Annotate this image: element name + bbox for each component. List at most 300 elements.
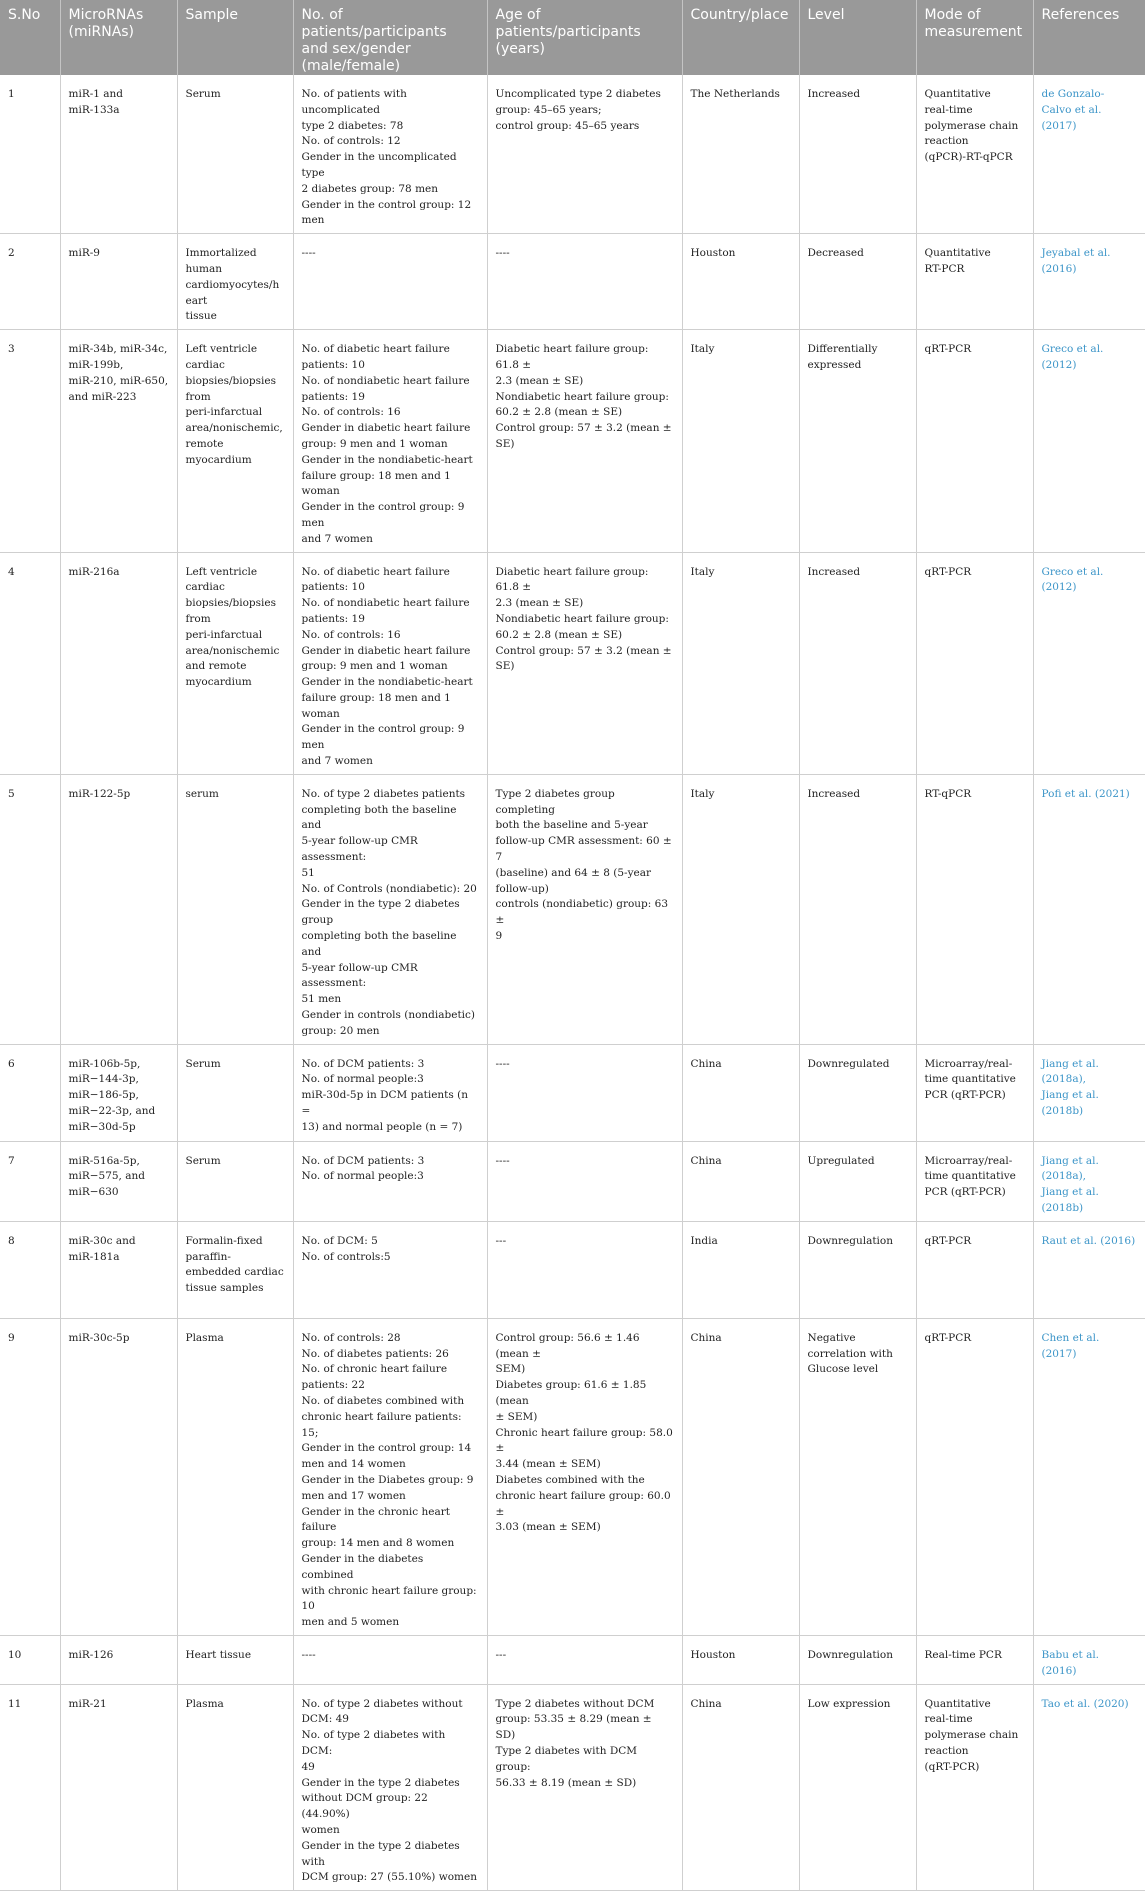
cell-text-line: ---- [495,1154,510,1167]
cell-age [487,1221,682,1318]
cell-text-line: No. of type 2 diabetes without [301,1697,463,1710]
cell-text-line: Negative [807,1331,856,1344]
reference-link-line[interactable]: Pofi et al. (2021) [1041,787,1130,800]
cell-text-line: (qPCR)-RT-qPCR [924,151,1013,164]
cell-age [487,1635,682,1684]
cell-text-line: miR−630 [68,1186,119,1199]
cell-text-line: DCM: 49 [301,1713,349,1726]
cell-mirnas [60,552,177,774]
header-text-line: No. of [301,7,343,23]
cell-text-line: 2 diabetes group: 78 men [301,182,439,195]
cell-text-line: Decreased [807,247,864,260]
cell-text-line: tissue samples [185,1282,264,1295]
cell-text-line: reaction [924,1744,969,1757]
cell-text-line: miR-216a [68,565,120,578]
table-row [0,1635,1145,1684]
cell-text-line: both the baseline and 5-year [495,819,648,832]
cell-text-line: No. of patients with uncomplicated [301,88,407,116]
cell-text-line: Gender in the control group: 14 [301,1442,472,1455]
cell-sno [0,75,60,234]
cell-patients [293,1044,487,1141]
cell-references[interactable] [1033,75,1145,234]
cell-sno [0,1044,60,1141]
cell-text-line: No. of controls: 28 [301,1331,401,1344]
cell-references[interactable] [1033,774,1145,1044]
cell-text-line: ---- [301,1648,316,1661]
cell-text-line: miR-133a [68,103,120,116]
cell-text-line: No. of controls: 12 [301,135,401,148]
cell-text-line: 5 [8,787,15,800]
cell-text-line: group: 9 men and 1 woman [301,660,448,673]
cell-text-line: miR−30d-5p [68,1120,136,1133]
cell-text-line: India [690,1234,718,1247]
cell-text-line: Microarray/real- [924,1154,1013,1167]
cell-country [682,552,799,774]
cell-text-line: Left ventricle [185,565,258,578]
cell-measurement [916,1044,1033,1141]
cell-text-line: polymerase chain [924,1729,1019,1742]
cell-text-line: area/nonischemic, [185,422,283,435]
cell-text-line: group: 45–65 years; [495,103,602,116]
reference-link-line[interactable]: Jiang et al. (2018b) [1041,1089,1099,1118]
cell-country [682,75,799,234]
cell-text-line: Gender in the Diabetes group: 9 [301,1473,474,1486]
cell-age [487,1318,682,1635]
cell-text-line: Diabetic heart failure group: 61.8 ± [495,343,649,371]
cell-sample [177,330,293,552]
cell-text-line: Italy [690,343,715,356]
cell-mirnas [60,1044,177,1141]
cell-sno [0,1635,60,1684]
cell-text-line: Gender in the chronic heart failure [301,1505,450,1534]
header-patients [293,0,487,75]
table-row [0,1684,1145,1891]
cell-text-line: 10 [8,1648,22,1661]
cell-text-line: Glucose level [807,1363,879,1376]
cell-country [682,774,799,1044]
cell-age [487,1141,682,1221]
table-row [0,1221,1145,1318]
cell-text-line: Downregulated [807,1057,890,1070]
cell-references[interactable] [1033,1635,1145,1684]
cell-references[interactable] [1033,552,1145,774]
cell-text-line: Left ventricle [185,343,258,356]
cell-sample [177,1318,293,1635]
cell-sample [177,1684,293,1891]
cell-text-line: miR-122-5p [68,787,131,800]
cell-text-line: Immortalized [185,247,257,260]
cell-patients [293,774,487,1044]
cell-text-line: No. of diabetes patients: 26 [301,1347,449,1360]
header-text-line: Sample [185,7,238,23]
cell-measurement [916,1635,1033,1684]
header-text-line: References [1041,7,1120,23]
cell-text-line: miR-30c-5p [68,1331,130,1344]
cell-level [799,1684,916,1891]
cell-text-line: ---- [301,247,316,260]
cell-text-line: Gender in the type 2 diabetes with [301,1839,460,1868]
cell-age [487,1684,682,1891]
cell-text-line: miR-516a-5p, [68,1154,140,1167]
cell-text-line: women [301,1823,340,1836]
cell-measurement [916,1141,1033,1221]
cell-text-line: No. of controls: 16 [301,406,401,419]
cell-text-line: Gender in the control group: 9 men [301,723,465,752]
cell-country [682,1044,799,1141]
cell-text-line: RT-PCR [924,262,965,275]
cell-patients [293,1318,487,1635]
cell-references[interactable] [1033,1044,1145,1141]
cell-text-line: No. of type 2 diabetes patients [301,787,466,800]
cell-text-line: Gender in the nondiabetic-heart [301,676,473,689]
cell-text-line: Nondiabetic heart failure group: [495,612,669,625]
cell-text-line: group: 9 men and 1 woman [301,437,448,450]
cell-level [799,330,916,552]
cell-text-line: PCR (qRT-PCR) [924,1089,1006,1102]
cell-references[interactable] [1033,1684,1145,1891]
cell-measurement [916,330,1033,552]
cell-text-line: China [690,1057,722,1070]
cell-text-line: Gender in the control group: 9 men [301,501,465,529]
cell-country [682,330,799,552]
cell-text-line: 6 [8,1057,15,1070]
cell-text-line: Control group: 57 ± 3.2 (mean ± [495,644,672,657]
cell-measurement [916,1684,1033,1891]
cell-text-line: SE) [495,660,515,673]
cell-references[interactable] [1033,1141,1145,1221]
cell-text-line: controls (nondiabetic) group: 63 ± [495,898,669,927]
reference-link-line[interactable]: Greco et al. (2012) [1041,565,1104,594]
cell-text-line: qRT-PCR [924,565,972,578]
cell-text-line: men and 5 women [301,1616,400,1629]
cell-text-line: Quantitative [924,1697,991,1710]
cell-level [799,1221,916,1318]
cell-text-line: Gender in the nondiabetic-heart [301,453,473,466]
reference-link-line[interactable]: Greco et al. (2012) [1041,343,1104,371]
cell-text-line: The Netherlands [690,88,780,100]
cell-measurement [916,1221,1033,1318]
table-row [0,234,1145,330]
cell-text-line: and 7 women [301,532,373,545]
table-row [0,330,1145,552]
cell-text-line: embedded cardiac [185,1266,284,1279]
cell-sample [177,774,293,1044]
cell-text-line: miR-106b-5p, [68,1057,141,1070]
cell-text-line: patients: 19 [301,612,365,625]
cell-text-line: men and 17 women [301,1489,406,1502]
cell-text-line: reaction [924,135,969,148]
cell-text-line: peri-infarctual [185,628,263,641]
cell-text-line: Serum [185,88,221,100]
cell-patients [293,234,487,330]
cell-text-line: area/nonischemic [185,644,280,657]
table-header-row [0,0,1145,75]
cell-text-line: polymerase chain [924,119,1019,132]
reference-link-line[interactable]: Jeyabal et al. [1041,247,1111,260]
cell-text-line: China [690,1331,722,1344]
table-row [0,1044,1145,1141]
header-text-line: MicroRNAs [68,7,144,23]
cell-text-line: correlation with [807,1347,893,1360]
cell-text-line: miR-1 and [68,88,124,100]
cell-text-line: 51 men [301,993,342,1006]
reference-link-line[interactable]: Jiang et al. (2018b) [1041,1186,1099,1215]
cell-text-line: miR-30d-5p in DCM patients (n = [301,1089,468,1118]
cell-sno [0,1221,60,1318]
cell-text-line: No. of controls:5 [301,1250,391,1263]
cell-country [682,1221,799,1318]
cell-mirnas [60,330,177,552]
cell-text-line: Downregulation [807,1234,893,1247]
cell-text-line: --- [495,1648,507,1661]
cell-text-line: --- [495,1234,507,1247]
cell-text-line: 3.03 (mean ± SEM) [495,1521,601,1534]
reference-link-line[interactable]: Raut et al. (2016) [1041,1234,1136,1247]
reference-link-line[interactable]: Jiang et al. (2018a), [1041,1154,1099,1183]
cell-sample [177,75,293,234]
cell-text-line: Gender in the uncomplicated type [301,151,457,179]
cell-text-line: patients: 22 [301,1379,365,1392]
cell-text-line: myocardium [185,453,252,466]
cell-text-line: Serum [185,1057,221,1070]
cell-level [799,1044,916,1141]
cell-text-line: Increased [807,88,861,100]
cell-level [799,552,916,774]
cell-text-line: 2.3 (mean ± SE) [495,374,584,387]
cell-text-line: real-time [924,103,973,116]
cell-level [799,75,916,234]
cell-mirnas [60,1635,177,1684]
cell-text-line: 60.2 ± 2.8 (mean ± SE) [495,628,623,641]
cell-text-line: No. of normal people:3 [301,1170,424,1183]
cell-text-line: miR−22-3p, and [68,1105,156,1118]
cell-text-line: peri-infarctual [185,406,263,419]
cell-text-line: group: 14 men and 8 women [301,1537,455,1550]
cell-sno [0,1684,60,1891]
cell-text-line: No. of DCM patients: 3 [301,1057,425,1070]
cell-patients [293,1635,487,1684]
header-sno [0,0,60,75]
cell-text-line: 13) and normal people (n = 7) [301,1120,463,1133]
cell-text-line: Downregulation [807,1648,893,1661]
cell-text-line: Heart tissue [185,1648,252,1661]
cell-text-line: miR-181a [68,1250,120,1263]
cell-country [682,1141,799,1221]
cell-text-line: and 7 women [301,755,373,768]
header-text-line: (miRNAs) [68,24,135,40]
cell-text-line: 7 [8,1154,15,1167]
cell-text-line: qRT-PCR [924,343,972,356]
cell-text-line: type 2 diabetes: 78 [301,119,404,132]
cell-text-line: Control group: 57 ± 3.2 (mean ± [495,422,672,435]
cell-patients [293,1684,487,1891]
cell-text-line: Houston [690,1648,736,1661]
cell-text-line: Gender in the control group: 12 [301,198,472,211]
cell-age [487,234,682,330]
cell-text-line: 4 [8,565,15,578]
cell-sno [0,1141,60,1221]
cell-mirnas [60,1318,177,1635]
cell-text-line: Gender in controls (nondiabetic) [301,1009,475,1022]
cell-text-line: myocardium [185,676,252,689]
cell-text-line: Uncomplicated type 2 diabetes [495,88,661,100]
cell-text-line: Italy [690,787,715,800]
cell-country [682,234,799,330]
cell-text-line: failure group: 18 men and 1 woman [301,469,451,498]
cell-text-line: miR-210, miR-650, [68,374,169,387]
cell-text-line: 60.2 ± 2.8 (mean ± SE) [495,406,623,419]
cell-references[interactable] [1033,330,1145,552]
table-row [0,75,1145,234]
cell-text-line: China [690,1154,722,1167]
reference-link-line[interactable]: Tao et al. (2020) [1041,1697,1129,1710]
cell-text-line: No. of diabetic heart failure [301,343,450,356]
cell-text-line: completing both the baseline and [301,803,457,832]
cell-text-line: tissue [185,310,217,323]
reference-link-line[interactable]: Jiang et al. (2018a), [1041,1057,1099,1086]
header-text-line: S.No [8,7,41,23]
cell-text-line: serum [185,787,219,800]
cell-text-line: from [185,390,211,403]
cell-text-line: miR-126 [68,1648,114,1661]
header-sample [177,0,293,75]
cell-sno [0,1318,60,1635]
cell-text-line: DCM group: 27 (55.10%) women [301,1871,477,1884]
cell-text-line: 8 [8,1234,15,1247]
cell-country [682,1318,799,1635]
header-text-line: (male/female) [301,58,401,74]
header-text-line: and sex/gender [301,41,411,57]
cell-text-line: Quantitative [924,88,991,100]
header-references [1033,0,1145,75]
cell-text-line: Microarray/real- [924,1057,1013,1070]
reference-link-line[interactable]: Calvo et al. (2017) [1041,103,1102,132]
cell-text-line: (baseline) and 64 ± 8 (5-year [495,866,651,879]
cell-text-line: Plasma [185,1331,224,1344]
cell-text-line: Increased [807,787,861,800]
cell-text-line: chronic heart failure patients: 15; [301,1410,462,1439]
cell-text-line: patients: 10 [301,581,365,594]
cell-text-line: Gender in the diabetes combined [301,1552,424,1581]
cell-references[interactable] [1033,234,1145,330]
cell-text-line: miR-30c and [68,1234,136,1247]
cell-text-line: qRT-PCR [924,1331,972,1344]
cell-text-line: No. of nondiabetic heart failure [301,374,470,387]
cell-text-line: and miR-223 [68,390,137,403]
cell-sample [177,1635,293,1684]
reference-link-line[interactable]: de Gonzalo- [1041,88,1105,100]
cell-text-line: Italy [690,565,715,578]
cell-measurement [916,1318,1033,1635]
cell-text-line: (qRT-PCR) [924,1760,980,1773]
cell-age [487,330,682,552]
cell-text-line: Control group: 56.6 ± 1.46 (mean ± [495,1331,640,1360]
cell-text-line: No. of normal people:3 [301,1073,424,1086]
cell-text-line: No. of DCM: 5 [301,1234,378,1247]
table-row [0,1141,1145,1221]
cell-level [799,1318,916,1635]
cell-text-line: miR-34b, miR-34c, [68,343,168,356]
cell-level [799,1141,916,1221]
reference-link-line[interactable]: Babu et al. (2016) [1041,1648,1100,1677]
cell-mirnas [60,234,177,330]
reference-link-line[interactable]: Chen et al. (2017) [1041,1331,1100,1360]
cell-text-line: remote [185,437,224,450]
cell-text-line: completing both the baseline and [301,930,457,958]
cell-text-line: miR-199b, [68,358,124,371]
header-text-line: patients/participants [495,24,641,40]
cell-patients [293,1221,487,1318]
cell-text-line: without DCM group: 22 (44.90%) [301,1792,428,1821]
cell-measurement [916,234,1033,330]
cell-text-line: No. of Controls (nondiabetic): 20 [301,882,477,895]
header-age [487,0,682,75]
cell-text-line: 2 [8,247,15,260]
reference-link-line[interactable]: (2016) [1041,262,1077,275]
cell-measurement [916,552,1033,774]
cell-text-line: Differentially [807,343,878,356]
cell-sno [0,330,60,552]
cell-sno [0,234,60,330]
cell-text-line: patients: 19 [301,390,365,403]
cell-text-line: Gender in the type 2 diabetes group [301,898,460,927]
cell-text-line: 9 [495,930,503,943]
cell-text-line: No. of nondiabetic heart failure [301,597,470,610]
cell-references[interactable] [1033,1221,1145,1318]
cell-level [799,1635,916,1684]
cell-text-line: No. of type 2 diabetes with DCM: [301,1729,446,1757]
header-text-line: Level [807,7,845,23]
cell-text-line: chronic heart failure group: 60.0 ± [495,1489,671,1518]
cell-text-line: No. of controls: 16 [301,628,401,641]
header-measurement [916,0,1033,75]
cell-measurement [916,75,1033,234]
cell-text-line: ± SEM) [495,1410,538,1423]
cell-age [487,1044,682,1141]
cell-text-line: group: 53.35 ± 8.29 (mean ± SD) [495,1713,652,1742]
cell-text-line: Real-time PCR [924,1648,1002,1661]
cell-text-line: No. of DCM patients: 3 [301,1154,425,1167]
cell-text-line: Gender in the type 2 diabetes [301,1776,460,1789]
cell-references[interactable] [1033,1318,1145,1635]
cell-text-line: miR−144-3p, [68,1073,139,1086]
cell-text-line: miR-21 [68,1697,107,1710]
cell-patients [293,330,487,552]
cell-text-line: follow-up CMR assessment: 60 ± 7 [495,835,672,864]
cell-text-line: group: 20 men [301,1024,380,1037]
cell-text-line: Formalin-fixed [185,1234,263,1247]
cell-mirnas [60,1141,177,1221]
cell-country [682,1635,799,1684]
cell-text-line: SEM) [495,1363,526,1376]
cell-mirnas [60,75,177,234]
cell-text-line: time quantitative [924,1170,1016,1183]
cell-text-line: Houston [690,247,736,260]
cell-country [682,1684,799,1891]
cell-text-line: biopsies/biopsies [185,597,276,610]
cell-patients [293,552,487,774]
cell-text-line: cardiomyocytes/heart [185,278,280,307]
cell-text-line: 56.33 ± 8.19 (mean ± SD) [495,1776,637,1789]
cell-text-line: real-time [924,1713,973,1726]
cell-text-line: failure group: 18 men and 1 woman [301,691,451,720]
cell-text-line: No. of chronic heart failure [301,1363,448,1376]
cell-text-line: Increased [807,565,861,578]
cell-text-line: from [185,612,211,625]
cell-text-line: men and 14 women [301,1458,406,1471]
cell-text-line: Chronic heart failure group: 58.0 ± [495,1426,673,1455]
table-row [0,552,1145,774]
